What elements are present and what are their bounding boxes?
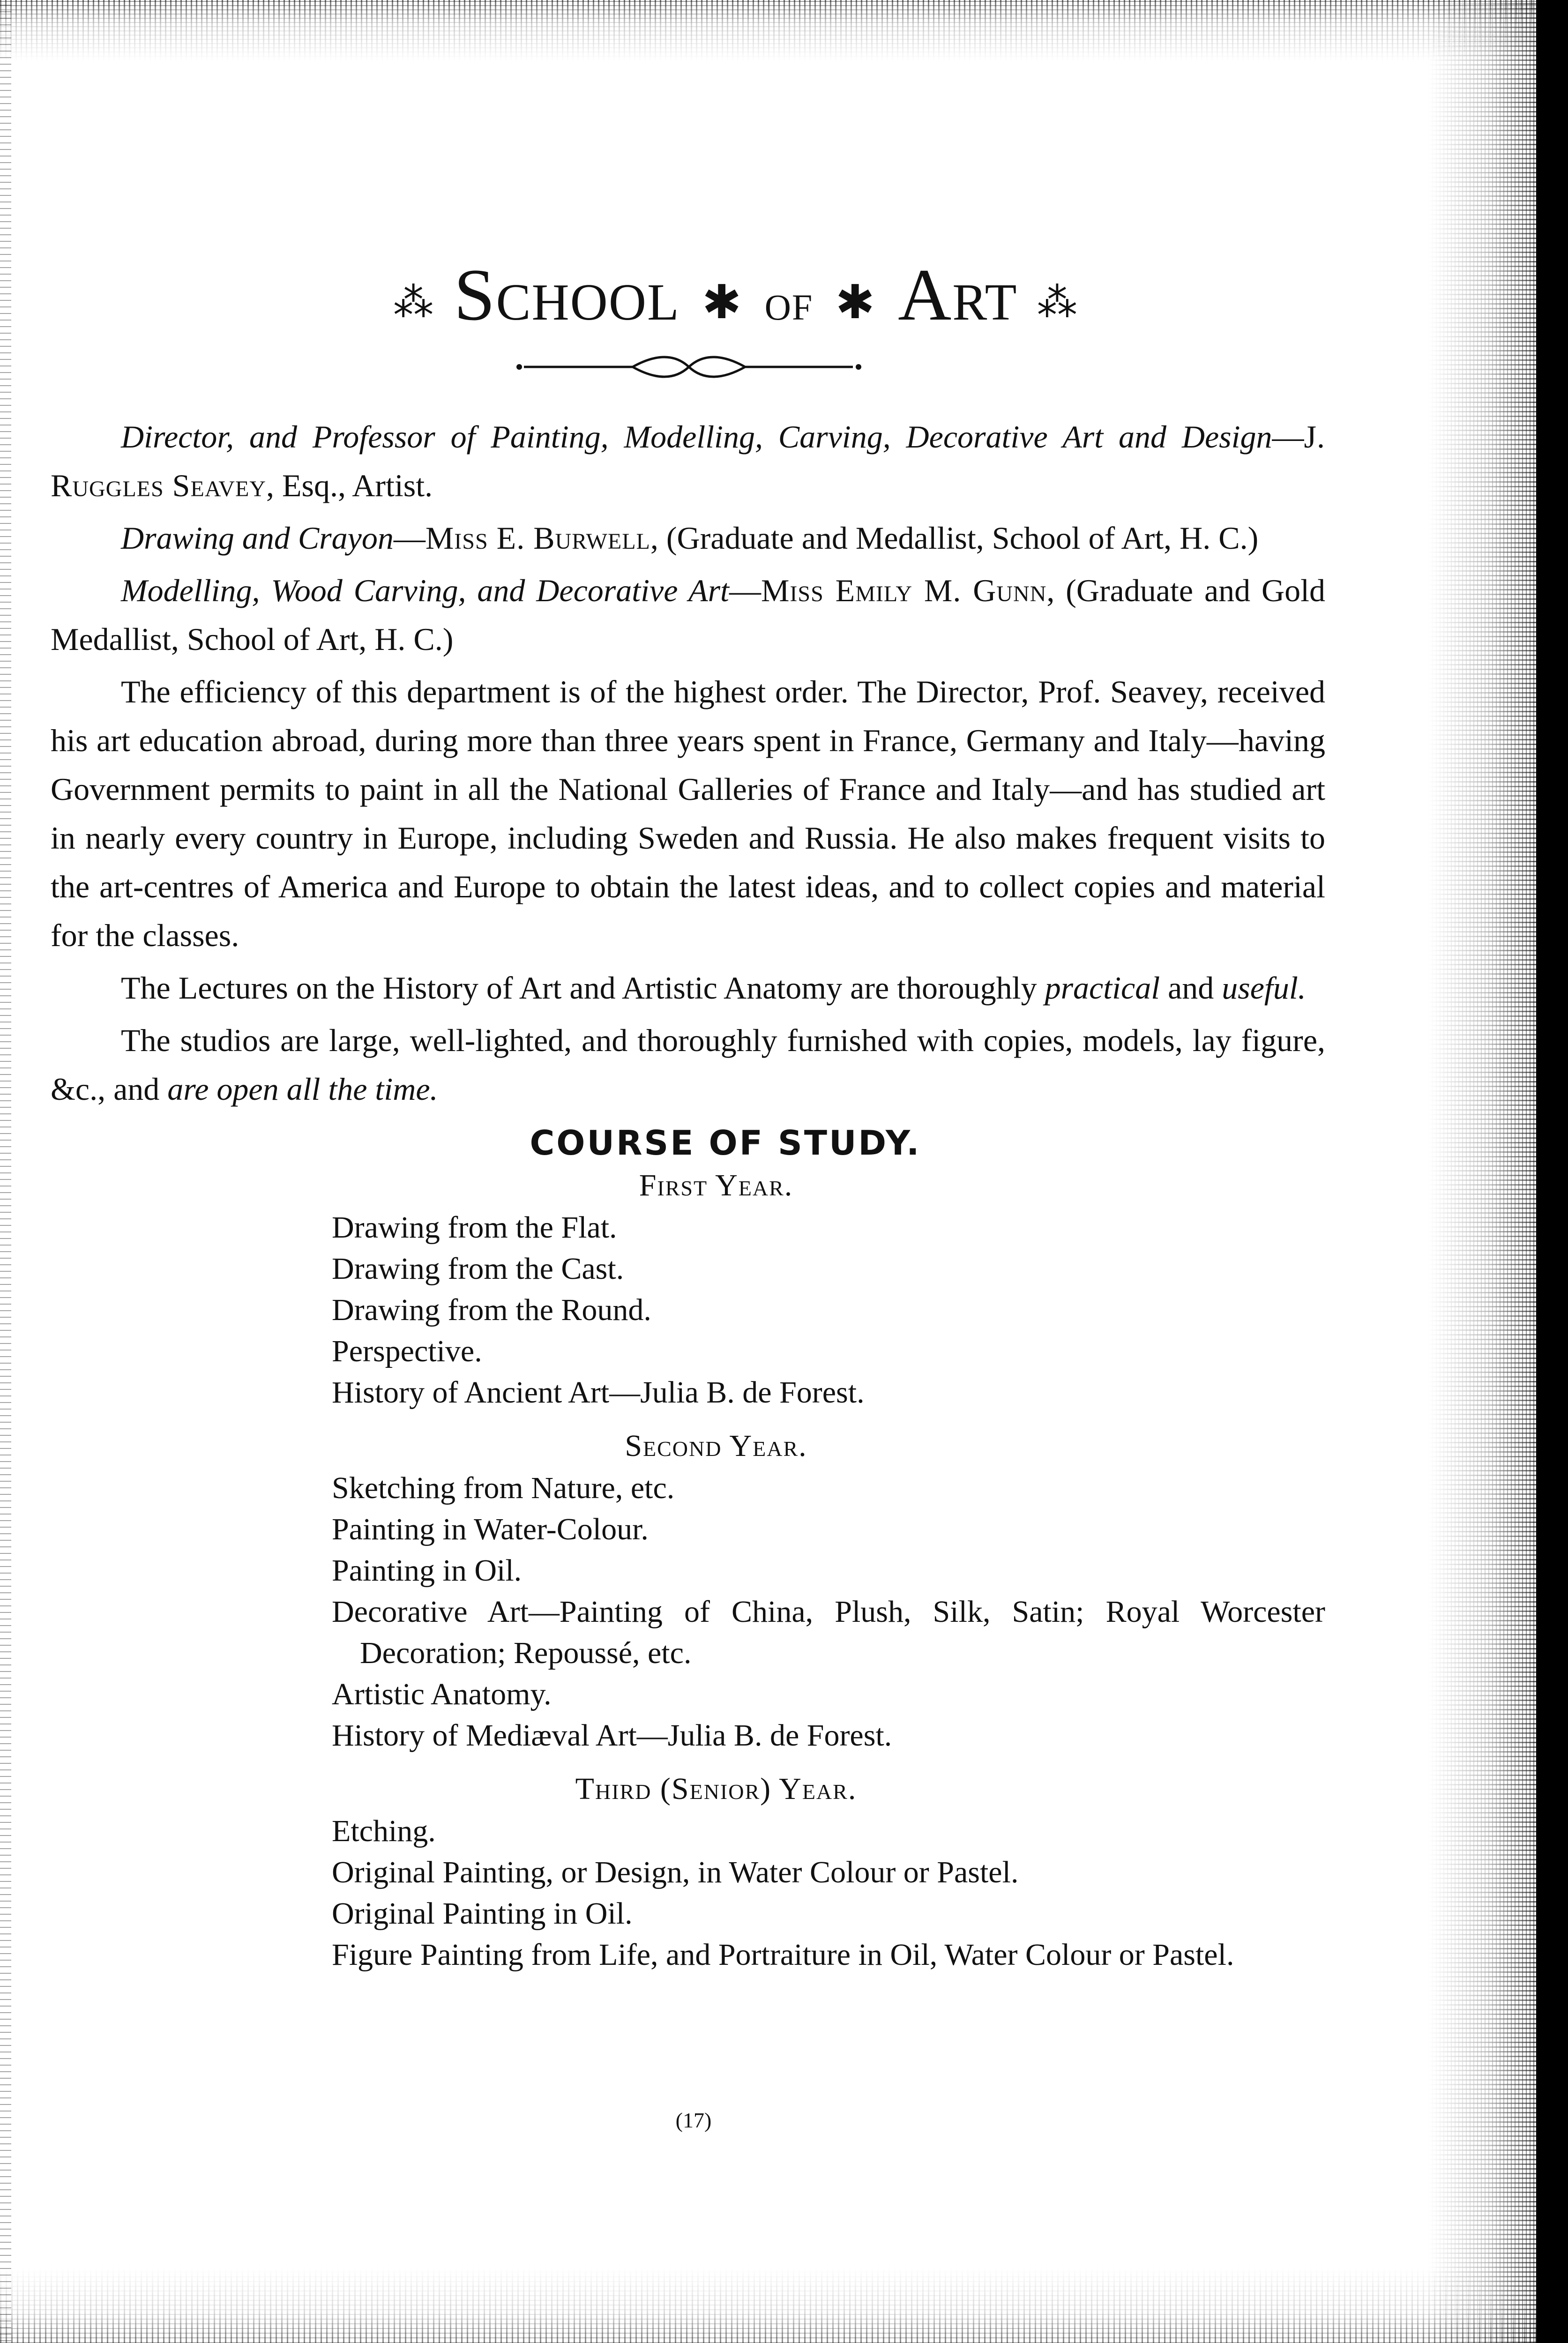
list-item: History of Ancient Art—Julia B. de Forest. xyxy=(332,1375,865,1410)
lectures-mid: and xyxy=(1160,970,1222,1006)
list-item: Painting in Water-Colour. xyxy=(332,1512,649,1546)
staff-role: Modelling, Wood Carving, and Decorative Art xyxy=(121,573,729,608)
lectures-emphasis: useful. xyxy=(1222,970,1306,1006)
course-title: COURSE OF STUDY. xyxy=(530,1123,921,1163)
title-art: Art xyxy=(898,254,1018,336)
staff-name: Miss E. Burwell xyxy=(425,520,650,556)
second-year-list xyxy=(332,1468,1325,1756)
list-item: Drawing from the Cast. xyxy=(332,1252,624,1286)
studios-paragraph xyxy=(51,1016,1325,1113)
staff-name: Miss Emily M. Gunn xyxy=(761,573,1047,608)
lectures-lead: The Lectures on the History of Art and Artistic Anatomy are thoroughly xyxy=(121,970,1045,1006)
list-item: Drawing from the Round. xyxy=(332,1293,651,1327)
list-item: Decorative Art—Painting of China, Plush, Silk, Satin; Royal Worcester Decoration; Repoussé, etc. xyxy=(332,1595,1325,1670)
studios-emphasis: are open all the time. xyxy=(167,1071,438,1107)
third-year-heading: Third (Senior) Year. xyxy=(575,1772,857,1806)
first-year-heading: First Year. xyxy=(639,1168,793,1202)
second-year-heading: Second Year. xyxy=(625,1429,807,1463)
staff-suffix: , (Graduate and Gold Medallist, School of Art, H. C.) xyxy=(51,573,1326,657)
title-school: School xyxy=(454,254,680,336)
list-item: History of Mediæval Art—Julia B. de Forest. xyxy=(332,1718,892,1753)
staff-entry: Director, and Professor of Painting, Modelling, Carving, Decorative Art and Design—J. Ruggles Seavey, Esq., Artist. xyxy=(51,419,1325,503)
lectures-emphasis: practical xyxy=(1045,970,1160,1006)
lectures-paragraph xyxy=(51,963,1325,1012)
page-body xyxy=(51,412,1325,1976)
scan-edge-bottom xyxy=(0,2268,1536,2343)
list-item: Original Painting, or Design, in Water Colour or Pastel. xyxy=(332,1855,1019,1889)
asterism-icon: ✱ xyxy=(835,276,876,328)
list-item: Sketching from Nature, etc. xyxy=(332,1471,675,1505)
list-item: Perspective. xyxy=(332,1334,482,1368)
page-number: (17) xyxy=(675,2108,712,2132)
scan-edge-left xyxy=(0,0,11,2343)
first-year-list xyxy=(332,1207,1325,1413)
flourish-divider-icon xyxy=(515,349,862,382)
list-item: Artistic Anatomy. xyxy=(332,1677,552,1711)
staff-entry: Drawing and Crayon—Miss E. Burwell, (Graduate and Medallist, School of Art, H. C.) xyxy=(121,520,1259,556)
page-title xyxy=(0,253,1471,345)
staff-suffix: , (Graduate and Medallist, School of Art, H. C.) xyxy=(650,520,1259,556)
list-item: Figure Painting from Life, and Portraiture in Oil, Water Colour or Pastel. xyxy=(332,1938,1234,1972)
fleuron-left-icon: ⁂ xyxy=(393,280,435,325)
scan-edge-top xyxy=(0,0,1536,61)
staff-suffix: , Esq., Artist. xyxy=(266,468,433,503)
title-of: of xyxy=(764,273,814,331)
staff-entry: Modelling, Wood Carving, and Decorative Art—Miss Emily M. Gunn, (Graduate and Gold Medallist, School of Art, H. C.) xyxy=(51,573,1326,657)
asterism-icon: ✱ xyxy=(702,276,743,328)
staff-role: Drawing and Crayon xyxy=(121,520,394,556)
list-item: Painting in Oil. xyxy=(332,1553,522,1588)
scan-edge-right xyxy=(1428,0,1536,2343)
list-item: Etching. xyxy=(332,1814,436,1848)
fleuron-right-icon: ⁂ xyxy=(1037,280,1078,325)
staff-role: Director, and Professor of Painting, Modelling, Carving, Decorative Art and Design xyxy=(121,419,1272,455)
list-item: Drawing from the Flat. xyxy=(332,1210,617,1245)
third-year-list xyxy=(332,1811,1325,1976)
staff-name: J. Ruggles Seavey xyxy=(51,419,1325,503)
efficiency-paragraph: The efficiency of this department is of the highest order. The Director, Prof. Seavey, received his art education abroad, during more than three years spent in France, Germany and Italy—having Government permits to paint in all the National Galleries of France and Italy—and has studied art in nearly every country in Europe, including Sweden and Russia. He also makes frequent visits to the art-centres of America and Europe to obtain the latest ideas, and to collect copies and material for the classes. xyxy=(51,674,1325,953)
list-item: Original Painting in Oil. xyxy=(332,1896,633,1931)
studios-lead: The studios are large, well-lighted, and thoroughly furnished with copies, models, lay figure, &c., and xyxy=(51,1022,1325,1107)
